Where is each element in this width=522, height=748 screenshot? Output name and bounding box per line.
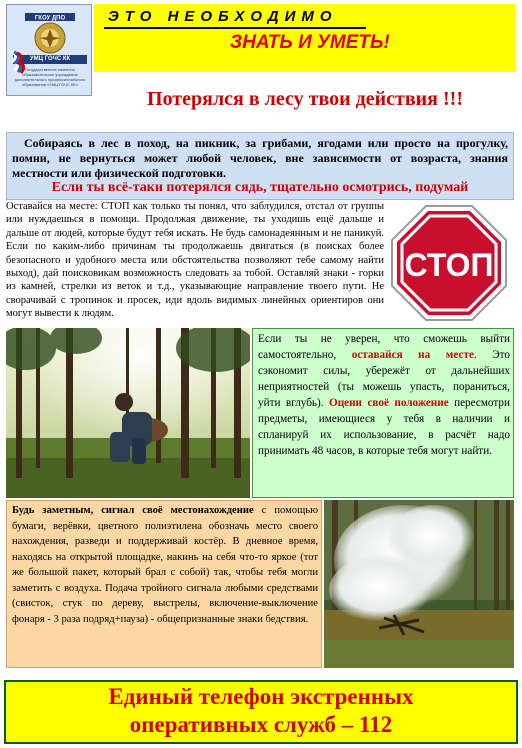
- page-title: Потерялся в лесу твои действия !!!: [147, 88, 463, 110]
- lost-person-image: [6, 328, 250, 498]
- orange-lead: Будь заметным, сигнал своё местонахождение: [12, 505, 254, 516]
- subhead: Если ты всё-таки потерялся сядь, тщательно осмотрись, подумай: [51, 180, 469, 195]
- intro-text: Собираясь в лес в поход, на пикник, за грибами, ягодами или просто на прогулку, помни, не вернуться может любой человек, вне зависимости от возраста, знания местности или физической подготовки.: [12, 136, 508, 180]
- orange-body: с помощью бумаги, верёвки, цветного полиэтилена обозначь место своего нахождения, разведи и поддерживай костёр. В дневное время, находясь на открытой площадке, накинь на себя что-то яркое (тот же большой пакет, который брал с собой) так, чтобы тебя могли заметить с воздуха. Подача тройного сигнала любыми средствами (свисток, стук по дереву, выстрелы, включение-выключение фонаря - 3 раза подряд+пауза) - общепризнанные знаки бедствия.: [12, 505, 318, 625]
- green-part3: пересмотри предметы, имеющиеся у тебя в наличии и спланируй их использование, в расчёт надо принимать 48 часов, в которые тебя могут найти.: [258, 397, 510, 457]
- green-advice-text: [258, 331, 510, 459]
- logo-caption: Государственное казенное образовательное учреждение дополнительного профессионального образования «УМЦ ГОЧС КК»: [14, 67, 86, 87]
- header-line1: ЭТО НЕОБХОДИМО: [108, 8, 338, 25]
- green-part2: . Это сэкономит силы, убережёт от дальнейших неприятностей (ты можешь упасть, пораниться, уйти вглубь).: [258, 349, 510, 409]
- footer-line1: Единый телефон экстренных: [108, 684, 414, 709]
- crest-emblem-icon: [23, 11, 77, 57]
- header-underline: [104, 27, 366, 29]
- green-part1: Если ты не уверен, что сможешь выйти самостоятельно,: [258, 333, 510, 361]
- logo-bottom-band: УМЦ ГОЧС КК: [13, 55, 87, 64]
- header-line2: ЗНАТЬ И УМЕТЬ!: [230, 32, 390, 53]
- forest-photo: [6, 328, 250, 498]
- logo: [6, 4, 92, 96]
- svg-text:ГКОУ ДПО: ГКОУ ДПО: [34, 15, 66, 22]
- stop-sign-text: СТОП: [404, 247, 494, 283]
- smoke-photo: [324, 500, 514, 668]
- stop-sign-icon: [384, 200, 514, 326]
- footer-line2: оперативных служб – 112: [129, 712, 393, 737]
- stay-in-place-text: Оставайся на месте: СТОП как только ты понял, что заблудился, отстал от группы или нуждаешься в помощи. Продолжая движение, ты уходишь ещё дальше и дальше от людей, которые будут тебя искать. Не будь самонадеянным и не паникуй. Если по каким-либо причинам ты продолжаешь двигаться (в поисках более безопасного и удобного места или обстоятельства позволяют тебе самому найти выход), дай поисковикам возможность следовать за тобой. Оставляй знаки - горки из камней, стрелки из веток и т.д., указывающие направление твоего пути. Не сворачивай с тропинок и просек, иди вдоль видимых линейных ориентиров они могут вывести к людям.: [6, 201, 384, 320]
- green-highlight2: Оцени своё положение: [329, 397, 449, 409]
- green-highlight1: оставайся на месте: [351, 349, 474, 361]
- orange-signal-text: [12, 503, 318, 627]
- campfire-smoke-image: [324, 500, 514, 668]
- stop-sign-area: [384, 200, 514, 326]
